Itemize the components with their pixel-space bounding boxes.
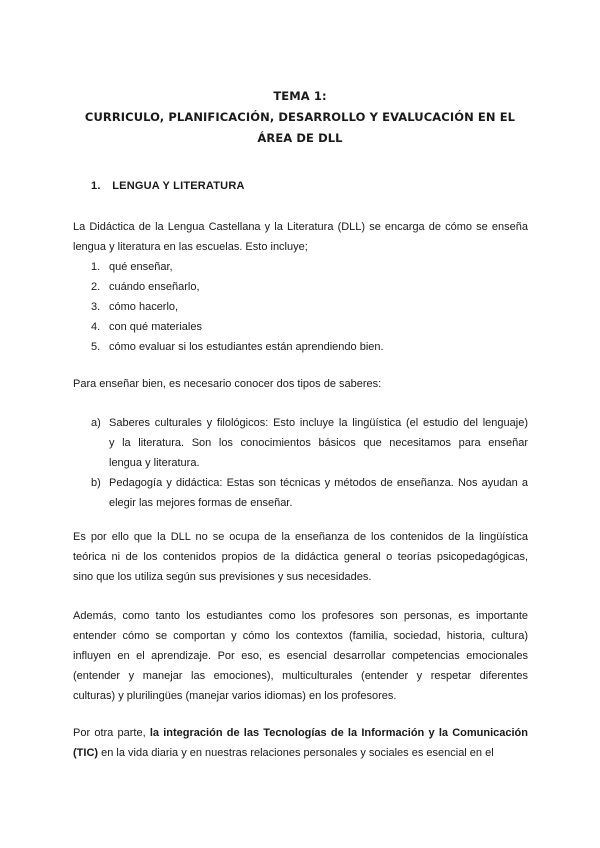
- list-letter: b): [91, 477, 101, 489]
- section-title: LENGUA Y LITERATURA: [112, 180, 245, 192]
- emphasis-tic-abbr: (TIC): [73, 747, 99, 759]
- title-line-3: ÁREA DE DLL: [257, 131, 343, 145]
- paragraph-line: influyen en el aprendizaje. Por eso, es esencial desarrollar competencias emocionales: [73, 650, 528, 662]
- list-number: 4.: [91, 321, 101, 333]
- list-item: [73, 337, 528, 357]
- list-number: 3.: [91, 301, 101, 313]
- list-text: con qué materiales: [109, 321, 202, 333]
- list-item: [73, 317, 528, 337]
- includes-list: [73, 257, 528, 357]
- paragraph-line: teórica ni de los contenidos propios de la didáctica general o teorías psicopedagógicas,: [73, 551, 528, 563]
- saberes-list: [73, 413, 528, 513]
- paragraph-line: Es por ello que la DLL no se ocupa de la enseñanza de los contenidos de la lingüística: [73, 531, 528, 543]
- list-line: Saberes culturales y filológicos: Esto incluye la lingüística (el estudio del lenguaje): [109, 417, 528, 429]
- list-text: cómo evaluar si los estudiantes están aprendiendo bien.: [109, 341, 384, 353]
- paragraph-line: [73, 743, 528, 763]
- document-title: [70, 86, 530, 149]
- list-number: 1.: [91, 261, 101, 273]
- paragraph-line: La Didáctica de la Lengua Castellana y la Literatura (DLL) se encarga de cómo se enseña: [73, 221, 528, 233]
- paragraph-line: Además, como tanto los estudiantes como los profesores son personas, es importante: [73, 610, 528, 622]
- emphasis-tic: la integración de las Tecnologías de la Información y la Comunicación: [149, 727, 528, 739]
- title-line-1: TEMA 1:: [273, 89, 327, 103]
- list-item: [73, 297, 528, 317]
- list-letter: a): [91, 417, 101, 429]
- list-text: cómo hacerlo,: [109, 301, 179, 313]
- list-line: y la literatura. Son los conocimientos básicos que necesitamos para enseñar: [109, 437, 528, 449]
- paragraph-line: [73, 723, 528, 743]
- list-number: 2.: [91, 281, 101, 293]
- section-number: 1.: [91, 180, 101, 192]
- list-line: Pedagogía y didáctica: Estas son técnicas y métodos de enseñanza. Nos ayudan a: [109, 477, 528, 489]
- list-text: qué enseñar,: [109, 261, 173, 273]
- paragraph-2: [73, 527, 528, 587]
- list-number: 5.: [91, 341, 101, 353]
- paragraph-3: [73, 606, 528, 706]
- list-text: cuándo enseñarlo,: [109, 281, 200, 293]
- paragraph-line: lengua y literatura en las escuelas. Esto incluye;: [73, 241, 308, 253]
- list-line: elegir las mejores formas de enseñar.: [109, 497, 293, 509]
- paragraph-line: (entender y manejar las emociones), multiculturales (entender y respetar diferentes: [73, 670, 528, 682]
- saberes-intro: Para enseñar bien, es necesario conocer dos tipos de saberes:: [73, 378, 382, 390]
- paragraph-line: sino que los utiliza según sus previsiones y sus necesidades.: [73, 571, 372, 583]
- list-item: [73, 413, 528, 473]
- title-line-2: CURRICULO, PLANIFICACIÓN, DESARROLLO Y EVALUCACIÓN EN EL: [84, 110, 516, 124]
- list-item: [73, 277, 528, 297]
- list-line: lengua y literatura.: [109, 457, 200, 469]
- paragraph-rest: en la vida diaria y en nuestras relaciones personales y sociales es esencial en el: [98, 747, 494, 759]
- paragraph-line: culturas) y plurilingües (manejar varios idiomas) en los profesores.: [73, 690, 397, 702]
- list-item: [73, 257, 528, 277]
- section-heading: [91, 180, 245, 192]
- paragraph-lead: Por otra parte,: [73, 727, 150, 739]
- intro-paragraph: [73, 217, 528, 257]
- list-item: [73, 473, 528, 513]
- paragraph-4: [73, 723, 528, 763]
- paragraph-line: entender cómo se comportan y cómo los contextos (familia, sociedad, historia, cultura): [73, 630, 528, 642]
